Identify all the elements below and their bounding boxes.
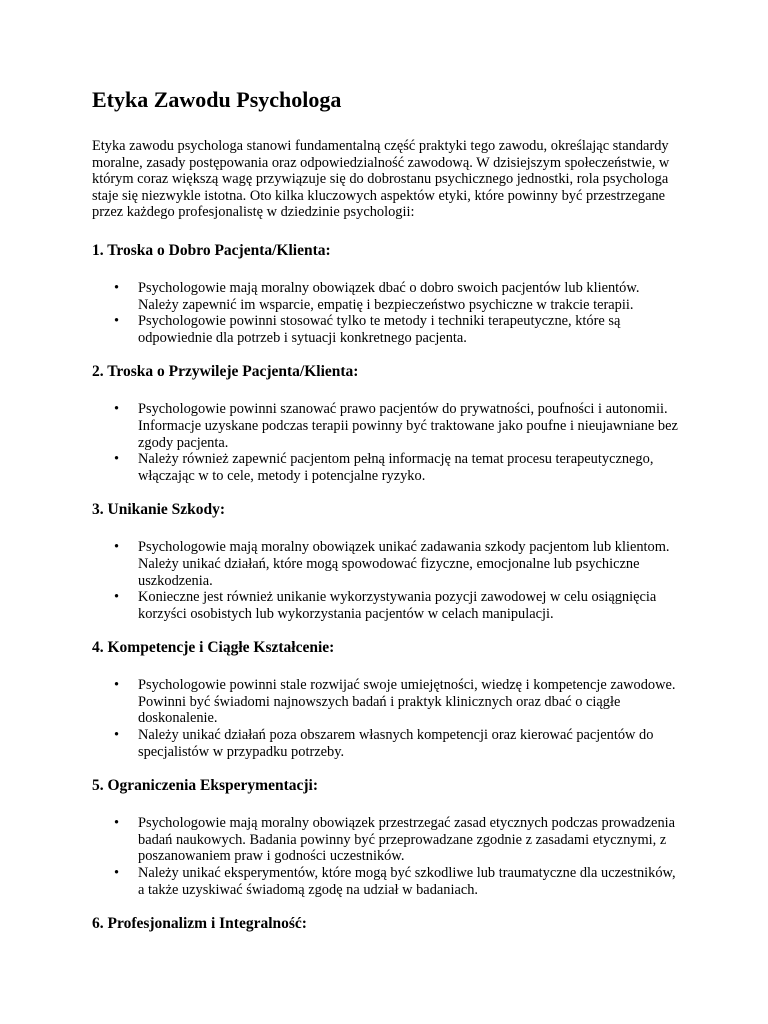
section-heading: 1. Troska o Dobro Pacjenta/Klienta:: [92, 241, 331, 259]
bullet-dot-icon: •: [114, 279, 120, 296]
bullet-dot-icon: •: [114, 865, 120, 882]
bullet-item: [92, 539, 682, 589]
bullet-dot-icon: •: [114, 451, 120, 468]
bullet-item: [92, 313, 682, 346]
bullet-list: [92, 280, 682, 346]
bullet-text: Należy również zapewnić pacjentom pełną informację na temat procesu terapeutycznego, włączając w to cele, metody i potencjalne ryzyko.: [138, 451, 654, 484]
section-6: [92, 914, 682, 934]
bullet-list: [92, 815, 682, 898]
section-2: [92, 362, 682, 484]
bullet-item: [92, 280, 682, 313]
section-3: [92, 500, 682, 622]
bullet-text: Konieczne jest również unikanie wykorzystywania pozycji zawodowej w celu osiągnięcia korzyści osobistych lub wykorzystania pacjentów w celach manipulacji.: [138, 589, 657, 622]
section-5: [92, 776, 682, 898]
bullet-dot-icon: •: [114, 539, 120, 556]
bullet-text: Należy unikać eksperymentów, które mogą być szkodliwe lub traumatyczne dla uczestników, a także uzyskiwać świadomą zgodę na udział w badaniach.: [138, 865, 676, 898]
bullet-dot-icon: •: [114, 589, 120, 606]
section-heading: 4. Kompetencje i Ciągłe Kształcenie:: [92, 639, 335, 657]
section-4: [92, 638, 682, 760]
section-heading: 6. Profesjonalizm i Integralność:: [92, 915, 307, 933]
bullet-item: [92, 677, 682, 727]
bullet-text: Należy unikać działań poza obszarem własnych kompetencji oraz kierować pacjentów do specjalistów w przypadku potrzeby.: [138, 727, 654, 760]
bullet-text: Psychologowie powinni stosować tylko te metody i techniki terapeutyczne, które są odpowiednie dla potrzeb i sytuacji konkretnego pacjenta.: [138, 313, 621, 346]
bullet-dot-icon: •: [114, 815, 120, 832]
intro-paragraph: Etyka zawodu psychologa stanowi fundamentalną część praktyki tego zawodu, określając standardy moralne, zasady postępowania oraz odpowiedzialność zawodową. W dzisiejszym społeczeństwie, w którym coraz większą wagę przywiązuje się do dobrostanu psychicznego jednostki, rola psychologa staje się niezwykle istotna. Oto kilka kluczowych aspektów etyki, które powinny być przestrzegane przez każdego profesjonalistę w dziedzinie psychologii:: [92, 138, 670, 221]
bullet-item: [92, 865, 682, 898]
bullet-list: [92, 401, 682, 484]
bullet-list: [92, 677, 682, 760]
bullet-dot-icon: •: [114, 677, 120, 694]
bullet-dot-icon: •: [114, 313, 120, 330]
bullet-item: [92, 401, 682, 451]
bullet-item: [92, 815, 682, 865]
section-1: [92, 241, 682, 346]
bullet-text: Psychologowie mają moralny obowiązek unikać zadawania szkody pacjentom lub klientom. Należy unikać działań, które mogą spowodować fizyczne, emocjonalne lub psychiczne uszkodzenia.: [138, 539, 670, 589]
bullet-text: Psychologowie mają moralny obowiązek dbać o dobro swoich pacjentów lub klientów. Należy zapewnić im wsparcie, empatię i bezpieczeństwo psychiczne w trakcie terapii.: [138, 279, 640, 313]
bullet-item: [92, 589, 682, 622]
document-title: Etyka Zawodu Psychologa: [92, 87, 342, 112]
bullet-item: [92, 451, 682, 484]
bullet-text: Psychologowie powinni szanować prawo pacjentów do prywatności, poufności i autonomii. Informacje uzyskane podczas terapii powinny być traktowane jako poufne i nieujawniane bez zgody pacjenta.: [138, 401, 678, 451]
document-page: [92, 86, 682, 953]
section-heading: 2. Troska o Przywileje Pacjenta/Klienta:: [92, 363, 359, 381]
section-heading: 3. Unikanie Szkody:: [92, 501, 226, 519]
bullet-dot-icon: •: [114, 401, 120, 418]
section-heading: 5. Ograniczenia Eksperymentacji:: [92, 777, 319, 795]
bullet-text: Psychologowie powinni stale rozwijać swoje umiejętności, wiedzę i kompetencje zawodowe. Powinni być świadomi najnowszych badań i praktyk klinicznych oraz dbać o ciągłe doskonalenie.: [138, 677, 676, 727]
bullet-text: Psychologowie mają moralny obowiązek przestrzegać zasad etycznych podczas prowadzenia badań naukowych. Badania powinny być przeprowadzane zgodnie z zasadami etycznymi, z poszanowaniem praw i godności uczestników.: [138, 815, 676, 865]
bullet-dot-icon: •: [114, 727, 120, 744]
bullet-list: [92, 539, 682, 622]
bullet-item: [92, 727, 682, 760]
